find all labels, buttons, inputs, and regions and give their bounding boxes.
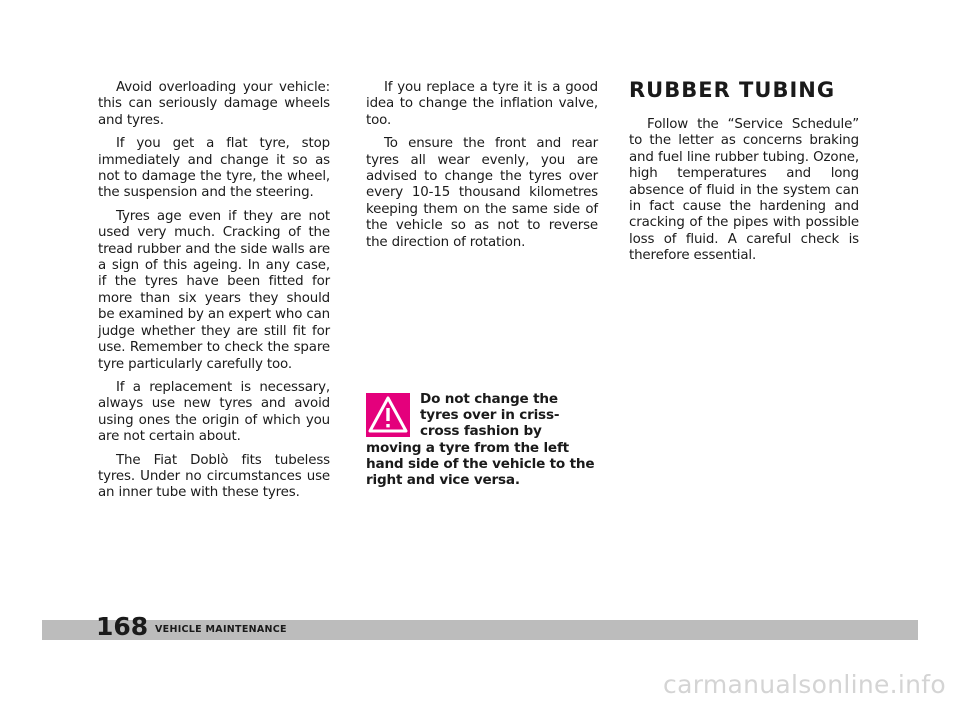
paragraph: If you replace a tyre it is a good idea to change the inflation valve, too. [366, 80, 598, 128]
warning-text: Do not change the tyres over in criss-cross fashion by moving a tyre from the left hand side of the vehicle to the right and vice versa. [366, 391, 595, 489]
warning-box [366, 391, 598, 488]
paragraph: To ensure the front and rear tyres all wear evenly, you are advised to change the tyres over every 10-15 thousand kilometres keeping them on the same side of the vehicle so as not to reverse the direction of rotation. [366, 136, 598, 250]
right-column [629, 117, 859, 272]
paragraph: Avoid overloading your vehicle: this can seriously damage wheels and tyres. [98, 80, 330, 128]
left-column [98, 80, 330, 509]
paragraph: If you get a flat tyre, stop immediately and change it so as not to damage the tyre, the wheel, the suspension and the steering. [98, 136, 330, 201]
footer-section-name: VEHICLE MAINTENANCE [155, 624, 287, 635]
paragraph: The Fiat Doblò fits tubeless tyres. Under no circumstances use an inner tube with these tyres. [98, 452, 330, 501]
middle-column [366, 80, 598, 258]
warning-triangle-icon [366, 393, 410, 437]
paragraph: Follow the “Service Schedule” to the letter as concerns braking and fuel line rubber tubing. Ozone, high temperatures and long absence of fluid in the system can in fact cause the hardening and cracking of the pipes with possible loss of fluid. A careful check is therefore essential. [629, 117, 859, 264]
paragraph: Tyres age even if they are not used very much. Cracking of the tread rubber and the side walls are a sign of this ageing. In any case, if the tyres have been fitted for more than six years they should be examined by an expert who can judge whether they are still fit for use. Remember to check the spare tyre particularly carefully too. [98, 208, 330, 372]
page-number: 168 [96, 612, 149, 641]
paragraph: If a replacement is necessary, always use new tyres and avoid using ones the origin of which you are not certain about. [98, 379, 330, 445]
watermark: carmanualsonline.info [663, 670, 946, 699]
section-heading: RUBBER TUBING [629, 78, 836, 102]
